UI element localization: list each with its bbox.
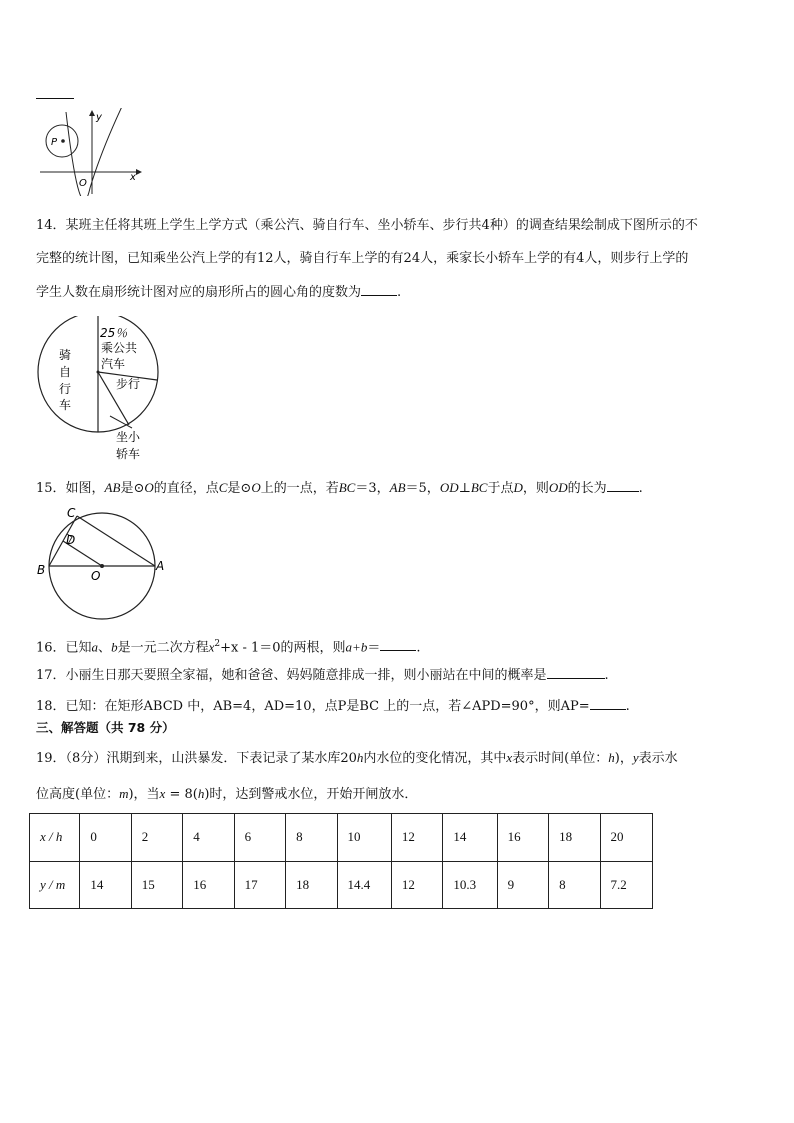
table-cell: 12 <box>391 814 442 862</box>
q13-point-p <box>61 139 65 143</box>
q14-label-pct: 25％ <box>100 326 128 340</box>
q15-question <box>36 479 643 498</box>
q14-label-walk: 步行 <box>116 377 141 391</box>
q14-label-car-2: 轿车 <box>116 447 141 461</box>
q14-label-bike-2: 自 <box>59 365 72 379</box>
q19-cond-x: x <box>159 786 166 801</box>
q19-h20: 20 <box>340 751 357 766</box>
q19-h: h <box>356 750 364 765</box>
q19-t3: 表示时间(单位： <box>512 751 609 766</box>
q16-eq-x: x <box>208 639 215 655</box>
q15-t11: 的长为 <box>567 481 607 496</box>
q16-b: b <box>111 639 118 655</box>
table-row-x <box>30 814 653 862</box>
q14-car-pointer <box>110 416 132 428</box>
q16-t1: 16．已知 <box>36 640 92 656</box>
q15-bc: BC <box>338 480 356 495</box>
q13-parabola-figure <box>36 108 146 196</box>
q19-h2: h <box>608 750 615 765</box>
q19-cond-rest: = 8( <box>165 787 198 802</box>
q16-t3: 是一元二次方程 <box>117 640 209 656</box>
q18-question <box>36 697 630 716</box>
table-cell: 18 <box>549 814 600 862</box>
q13-label-y: y <box>96 112 102 123</box>
q19-t4: )， <box>614 751 633 766</box>
table-cell: 9 <box>497 861 548 909</box>
q16-eq-exp: 2 <box>214 639 221 649</box>
table-cell: 17 <box>234 861 285 909</box>
q15-t5: 上的一点，若 <box>260 481 339 496</box>
table-cell: 7.2 <box>600 861 652 909</box>
q14-label-bus-1: 乘公共 <box>101 341 138 355</box>
table-cell: 14 <box>443 814 497 862</box>
q19-x: x <box>506 750 513 765</box>
q19-t5: 表示水 <box>638 751 678 766</box>
q13-answer-blank <box>36 86 74 99</box>
q15-c: C <box>218 480 228 495</box>
table-header-x: x / h <box>30 814 80 862</box>
q13-x-arrow <box>136 169 142 175</box>
table-cell: 16 <box>183 861 234 909</box>
table-cell: 18 <box>286 861 337 909</box>
q15-label-c: C <box>67 506 76 520</box>
q18-period: . <box>625 699 630 714</box>
q16-eq-rest: +x - 1＝0 <box>220 640 281 656</box>
q16-answer-blank <box>380 638 416 651</box>
q15-t9: 于点 <box>487 481 514 496</box>
q14-label-car-1: 坐小 <box>116 430 141 444</box>
table-cell: 14.4 <box>337 861 391 909</box>
q14-label-bike-3: 行 <box>59 382 72 396</box>
table-cell: 10 <box>337 814 391 862</box>
q16-question <box>36 635 420 657</box>
table-cell: 8 <box>286 814 337 862</box>
q13-label-p: P <box>51 137 58 148</box>
q14-label-bus-2: 汽车 <box>101 357 126 371</box>
q19-water-level-table <box>29 813 653 909</box>
table-header-y: y / m <box>30 861 80 909</box>
q18-answer-blank <box>590 697 626 710</box>
q15-label-b: B <box>37 563 46 577</box>
q19-cond-h: h <box>197 786 205 801</box>
q16-period: . <box>416 640 421 656</box>
q19-line-1 <box>36 749 678 768</box>
q19-t8: 时，达到警戒水位，开始开闸放水． <box>209 787 418 802</box>
table-row-y <box>30 861 653 909</box>
q14-line-1: 14．某班主任将其班上学生上学方式（乘公汽、骑自行车、坐小轿车、步行共4种）的调查结果绘制成下图所示的不 <box>36 218 698 233</box>
q19-cond-close: ) <box>204 787 210 802</box>
q15-t10: ，则 <box>522 481 549 496</box>
q15-label-d: D <box>66 533 76 547</box>
q16-ab: a+b <box>345 639 368 655</box>
q19-y: y <box>632 750 639 765</box>
q14-label-bike-1: 骑 <box>59 348 72 362</box>
table-cell: 15 <box>131 861 182 909</box>
q13-label-x: x <box>130 172 136 183</box>
q14-answer-blank <box>361 283 397 296</box>
q14-line-3 <box>36 283 401 302</box>
table-cell: 10.3 <box>443 861 497 909</box>
table-cell: 12 <box>391 861 442 909</box>
table-cell: 20 <box>600 814 652 862</box>
q15-o2: O <box>251 480 261 495</box>
table-cell: 2 <box>131 814 182 862</box>
q15-t2: 是⊙ <box>120 481 145 496</box>
q15-label-a: A <box>156 559 165 573</box>
q15-period: . <box>638 481 643 496</box>
q17-answer-blank <box>547 666 605 679</box>
table-cell: 0 <box>80 814 131 862</box>
q14-line-3-text: 学生人数在扇形统计图对应的扇形所占的圆心角的度数为 <box>36 285 362 300</box>
q14-line-2: 完整的统计图，已知乘坐公汽上学的有12人，骑自行车上学的有24人，乘家长小轿车上学的有4人，则步行上学的 <box>36 251 689 266</box>
q14-pie-center <box>97 371 100 374</box>
q17-period: . <box>604 668 609 683</box>
table-cell: 16 <box>497 814 548 862</box>
table-cell: 8 <box>549 861 600 909</box>
q15-answer-blank <box>607 479 639 492</box>
q13-y-arrow <box>89 110 95 116</box>
q19-t7: )，当 <box>128 787 160 802</box>
q15-t1: 15．如图， <box>36 481 105 496</box>
q15-t4: 是⊙ <box>227 481 252 496</box>
q13-label-o: O <box>79 178 87 189</box>
table-cell: 4 <box>183 814 234 862</box>
q15-t8: ⊥ <box>458 481 471 496</box>
q16-t2: 、 <box>98 640 112 656</box>
q19-line-2 <box>36 785 417 804</box>
q19-t2: 内水位的变化情况，其中 <box>363 751 507 766</box>
q15-d: D <box>513 480 523 495</box>
q14-label-bike-4: 车 <box>59 398 72 412</box>
q13-answer-line <box>36 86 74 105</box>
q15-center-o <box>100 564 104 568</box>
table-cell: 14 <box>80 861 131 909</box>
q16-t5: ＝ <box>367 640 381 656</box>
section-3-title: 三、解答题（共 78 分） <box>36 720 175 735</box>
q15-ab: AB <box>104 480 121 495</box>
q17-question <box>36 666 609 685</box>
q19-t1: 19．（8分）汛期到来，山洪暴发．下表记录了某水库 <box>36 751 341 766</box>
q15-t6: ＝3， <box>355 481 390 496</box>
table-cell: 6 <box>234 814 285 862</box>
q15-chord-ca <box>77 516 155 566</box>
q15-od: OD <box>439 480 459 495</box>
q19-m: m <box>119 786 129 801</box>
q15-t3: 的直径，点 <box>153 481 219 496</box>
q14-period: . <box>397 285 402 300</box>
q19-t6: 位高度(单位： <box>36 787 120 802</box>
q18-text: 18．已知：在矩形ABCD 中，AB=4，AD=10，点P是BC 上的一点，若∠APD=90°，则AP= <box>36 699 590 714</box>
q15-label-o: O <box>91 569 101 583</box>
q15-o1: O <box>144 480 154 495</box>
q16-a: a <box>91 639 99 655</box>
q14-pie-chart <box>36 316 170 466</box>
q15-ab2: AB <box>389 480 406 495</box>
q15-circle-figure <box>34 502 172 622</box>
q17-text: 17．小丽生日那天要照全家福，她和爸爸、妈妈随意排成一排，则小丽站在中间的概率是 <box>36 668 547 683</box>
q15-bc2: BC <box>470 480 488 495</box>
q15-t7: ＝5， <box>405 481 440 496</box>
q16-t4: 的两根，则 <box>280 640 346 656</box>
q15-od2: OD <box>548 480 568 495</box>
